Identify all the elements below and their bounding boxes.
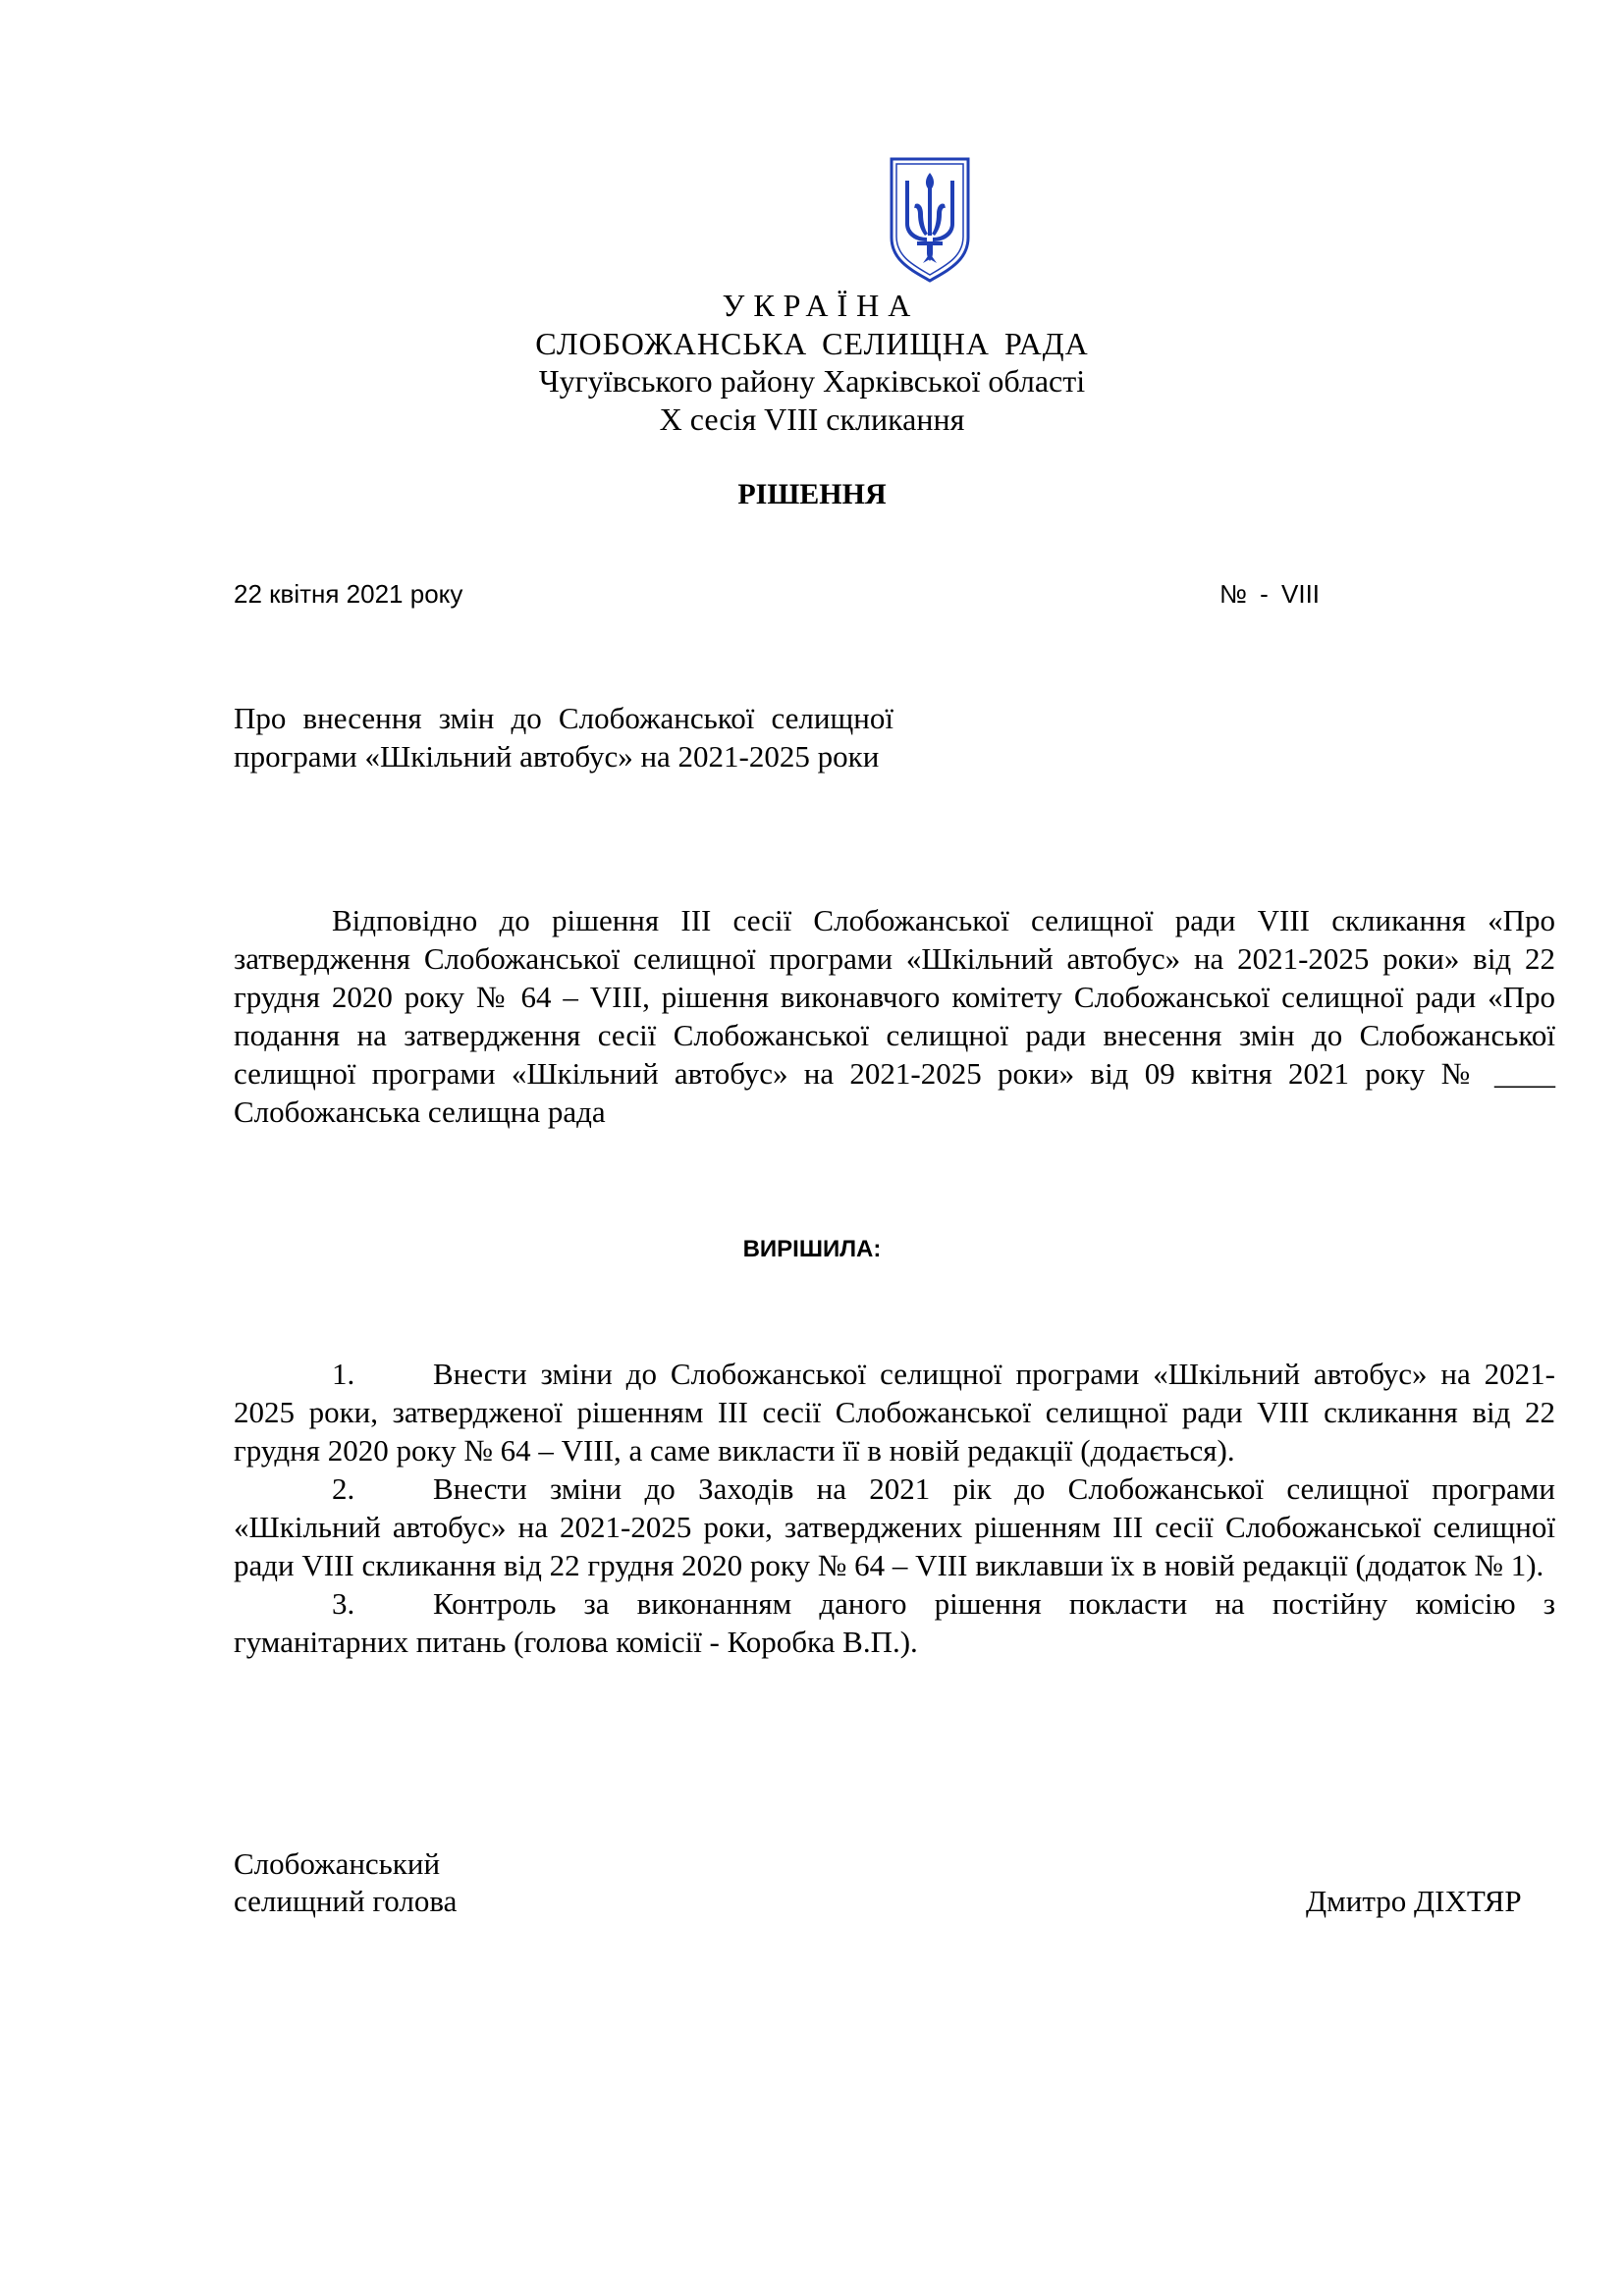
resolution-item-1 bbox=[234, 1355, 1555, 1469]
decision-subject: Про внесення змін до Слобожанської селищної програми «Шкільний автобус» на 2021-2025 роки bbox=[234, 701, 893, 774]
signatory-position-line-2: селищний голова bbox=[234, 1884, 458, 1918]
trident-coat-of-arms-icon bbox=[888, 155, 972, 283]
signatory-position bbox=[234, 1845, 457, 1920]
session-info: X сесія VIII скликання bbox=[659, 401, 965, 437]
item-text: Внести зміни до Заходів на 2021 рік до Слобожанської селищної програми «Шкільний автобус» на 2021-2025 роки, затверджених рішенням ІІІ сесії Слобожанської селищної ради VIII скликання від 22 грудня 2020 року № 64 – VIII виклавши їх в новій редакції (додаток № 1). bbox=[234, 1471, 1555, 1582]
resolution-items bbox=[234, 1355, 1555, 1661]
signatory-name: Дмитро ДІХТЯР bbox=[1306, 1884, 1522, 1918]
item-number: 3. bbox=[332, 1586, 355, 1621]
item-text: Контроль за виконанням даного рішення покласти на постійну комісію з гуманітарних питань (голова комісії - Коробка В.П.). bbox=[234, 1586, 1555, 1659]
item-text: Внести зміни до Слобожанської селищної програми «Шкільний автобус» на 2021-2025 роки, затвердженої рішенням ІІІ сесії Слобожанської селищної ради VIII скликання від 22 грудня 2020 року № 64 – VIII, а саме викласти її в новій редакції (додається). bbox=[234, 1357, 1555, 1468]
document-title: РІШЕННЯ bbox=[737, 478, 887, 510]
signatory-position-line-1: Слобожанський bbox=[234, 1846, 441, 1881]
item-number: 1. bbox=[332, 1357, 355, 1391]
preamble-paragraph: Відповідно до рішення ІІІ сесії Слобожанської селищної ради VIII скликання «Про затвердження Слобожанської селищної програми «Шкільний автобус» на 2021-2025 роки» від 22 грудня 2020 року № 64 – VIII, рішення виконавчого комітету Слобожанської селищної ради «Про подання на затвердження сесії Слобожанської селищної ради внесення змін до Слобожанської селищної програми «Шкільний автобус» на 2021-2025 роки» від 09 квітня 2021 року № ____ Слобожанська селищна рада bbox=[234, 903, 1555, 1129]
council-name: СЛОБОЖАНСЬКА СЕЛИЩНА РАДА bbox=[535, 326, 1089, 361]
item-number: 2. bbox=[332, 1471, 355, 1506]
decided-heading: ВИРІШИЛА: bbox=[742, 1236, 882, 1262]
resolution-item-2 bbox=[234, 1469, 1555, 1584]
country-name: УКРАЇНА bbox=[722, 288, 920, 323]
decision-date: 22 квітня 2021 року bbox=[234, 579, 463, 609]
district-name: Чугуївського району Харківської області bbox=[538, 363, 1086, 399]
resolution-item-3 bbox=[234, 1584, 1555, 1661]
decision-number: № - VIII bbox=[1219, 579, 1321, 609]
